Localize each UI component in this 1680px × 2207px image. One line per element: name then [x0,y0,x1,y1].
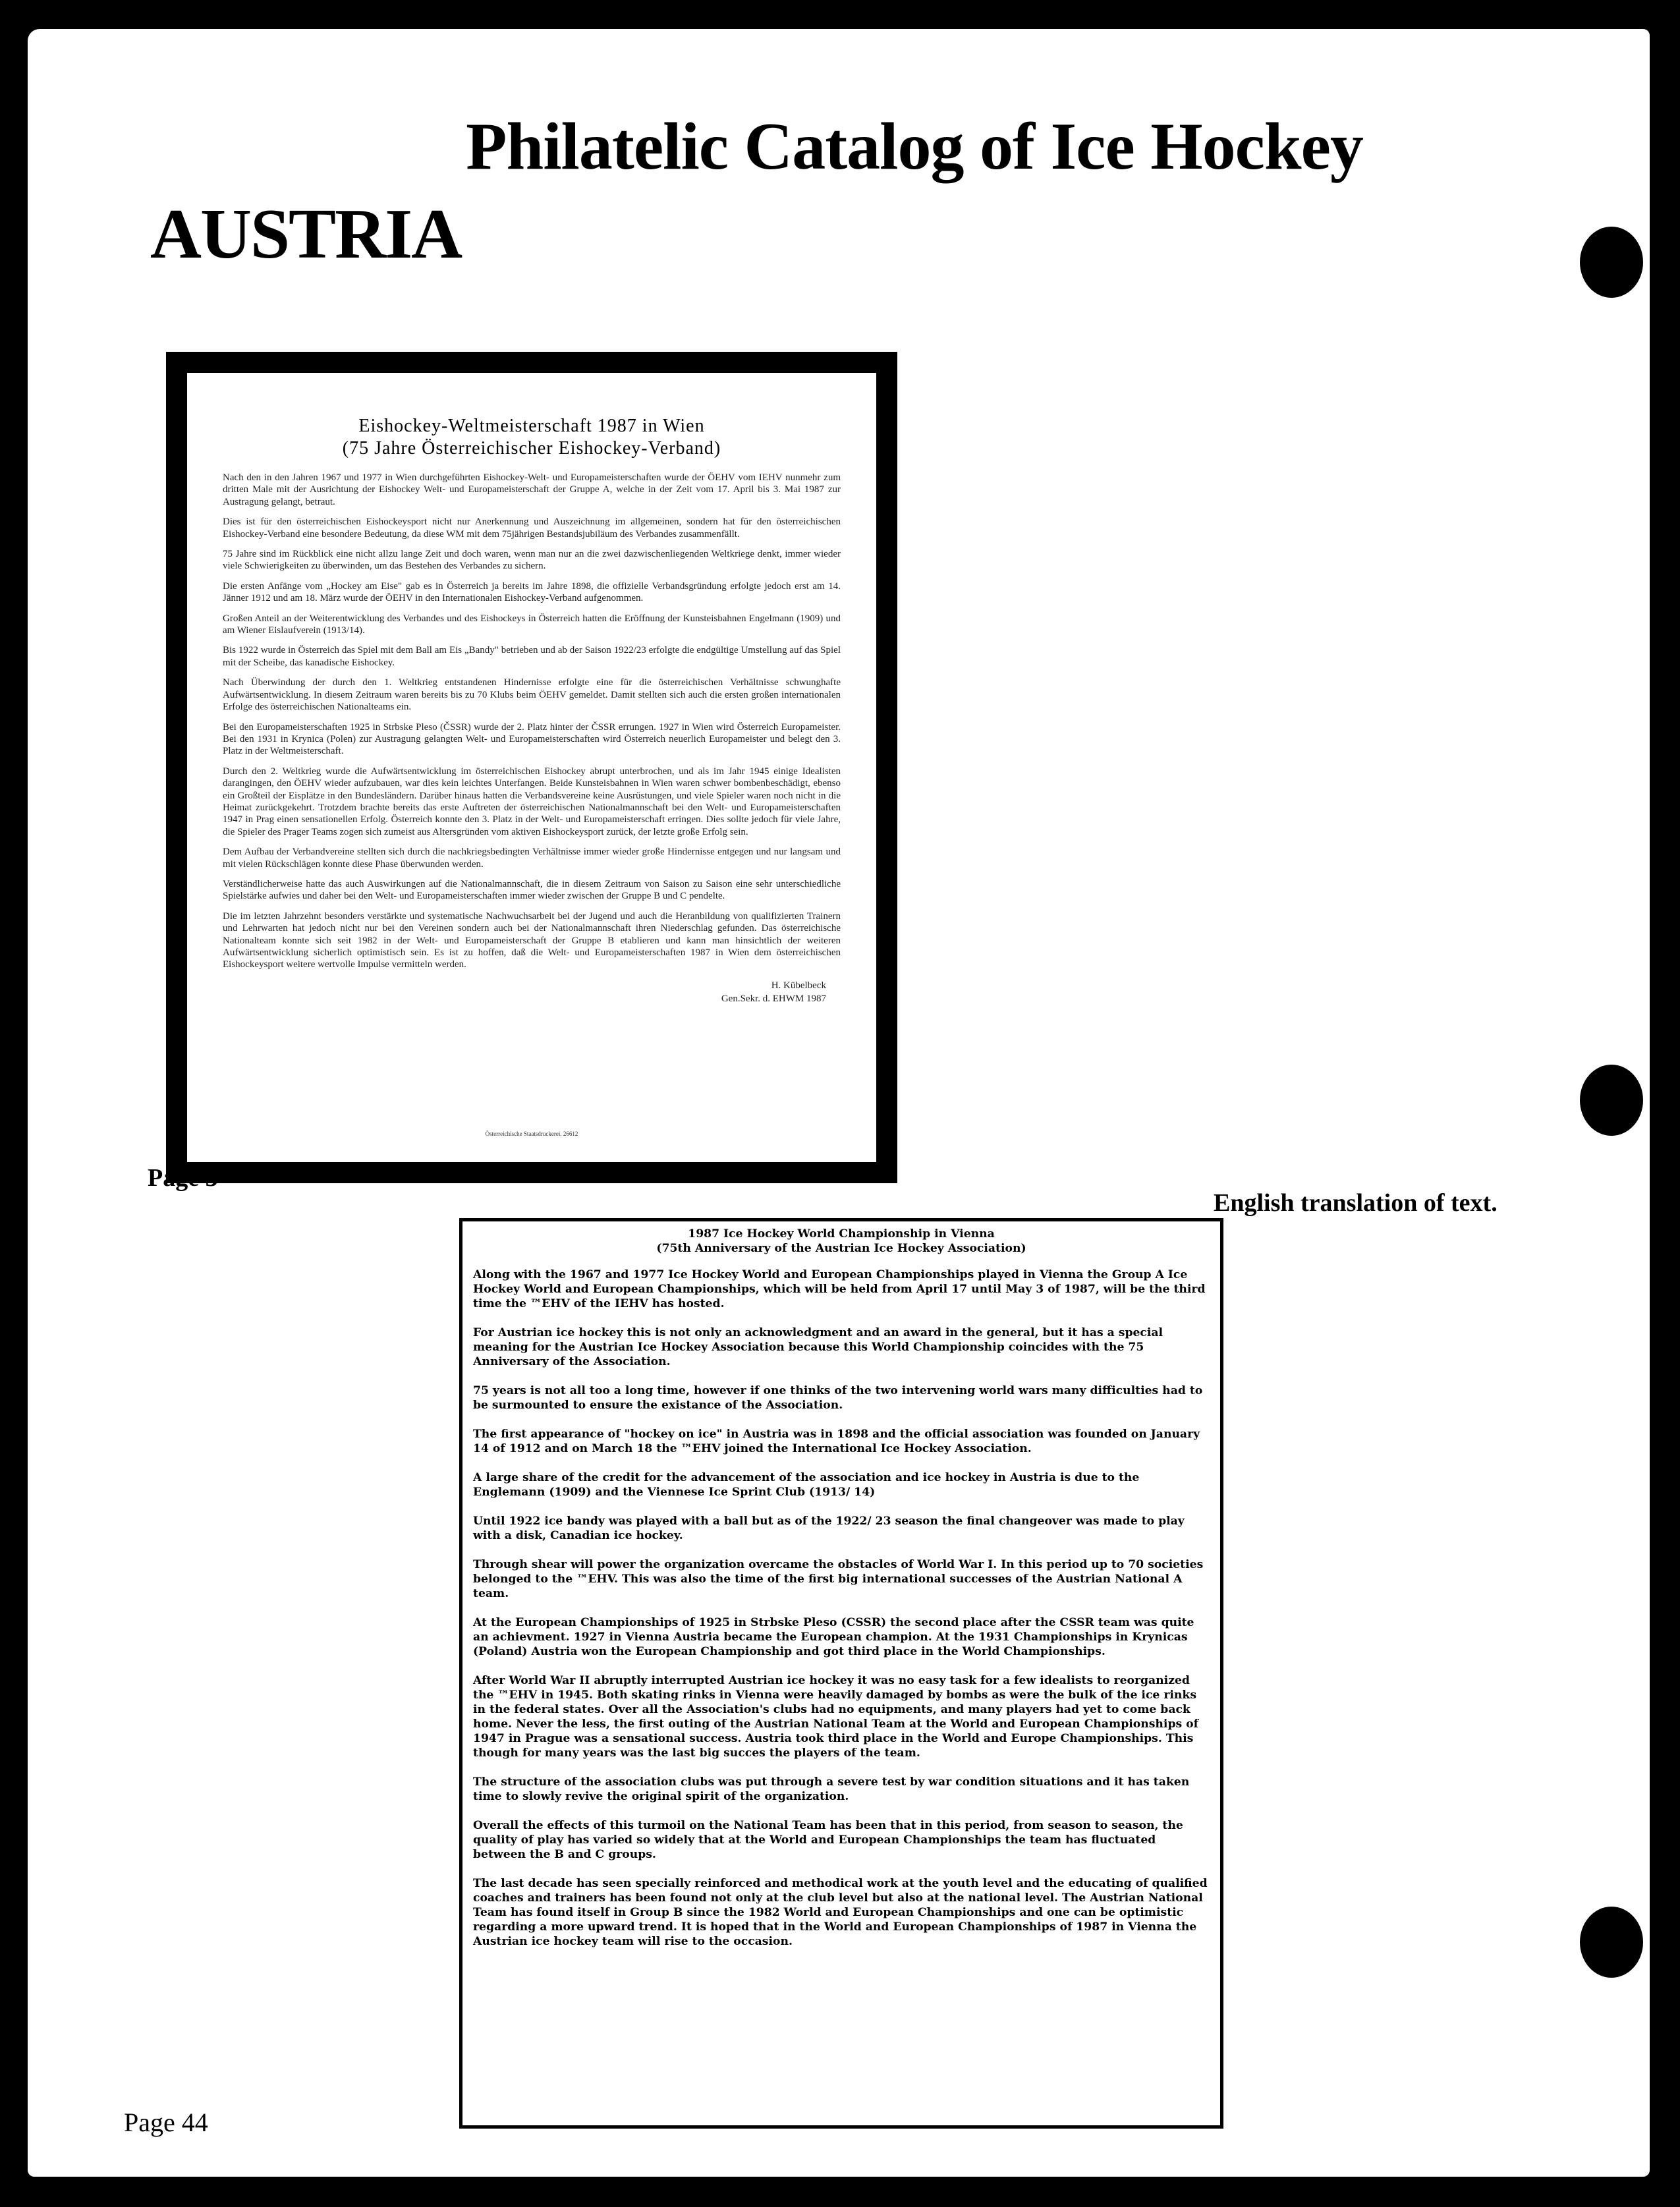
german-paragraph: Die im letzten Jahrzehnt besonders verstärkte und systematische Nachwuchsarbeit bei der Jugend und auch die Heranbildung von qualifizierten Trainern und Lehrwarten hat jedoch nicht nur bei den Vereinen sondern auch bei der Nationalmannschaft ihren Niederschlag gefunden. Das österreichische Nationalteam konnte sich seit 1982 in der Welt- und Europameisterschaft der Gruppe B etablieren und kann man hinsichtlich der weiteren Aufwärtsentwicklung sicherlich optimistisch sein. Es ist zu hoffen, daß die Welt- und Europameisterschaften 1987 in Wien dem österreichischen Eishockeysport weitere wertvolle Impulse vermitteln werden. [223,910,841,970]
german-paragraph: Bei den Europameisterschaften 1925 in Strbske Pleso (ČSSR) wurde der 2. Platz hinter der ČSSR errungen. 1927 in Wien wird Österreich Europameister. Bei den 1931 in Krynica (Polen) zur Austragung gelangten Welt- und Europameisterschaften wird Österreich neuerlich Europameister und belegt den 3. Platz in der Weltmeisterschaft. [223,721,841,757]
english-paragraph: At the European Championships of 1925 in Strbske Pleso (CSSR) the second place after the CSSR team was quite an achievment. 1927 in Vienna Austria became the European champion. At the 1931 Championships in Krynicas (Poland) Austria won the European Championship and got third place in the World Championships. [473,1616,1194,1658]
catalog-title: Philatelic Catalog of Ice Hockey [466,109,1363,184]
english-translation-box [459,1218,1223,2129]
english-title-line1: 1987 Ice Hockey World Championship in Vienna [688,1227,995,1241]
printer-imprint: Österreichische Staatsdruckerei. 26612 [485,1131,578,1137]
punch-hole-bottom [1580,1907,1643,1978]
german-paragraph: Durch den 2. Weltkrieg wurde die Aufwärtsentwicklung im österreichischen Eishockey abrupt unterbrochen, und als im Jahr 1945 einige Idealisten darangingen, den ÖEHV wieder aufzubauen, war dies kein leichtes Unterfangen. Beide Kunsteisbahnen in Wien waren schwer bombenbeschädigt, ebenso ein Großteil der Eisplätze in den Bundesländern. Darüber hinaus hatten die Verbandsvereine keine Ausrüstungen, und viele Spieler waren noch nicht in die Heimat zurückgekehrt. Trotzdem brachte bereits das erste Auftreten der österreichischen Nationalmannschaft bei den Welt- und Europameisterschaften 1947 in Prag einen sensationellen Erfolg. Österreich konnte den 3. Platz in der Welt- und Europameisterschaft erringen. Dies sollte jedoch für viele Jahre, die Spieler des Prager Teams zogen sich zumeist aus Altersgründen vom aktiven Eishockeysport zurück, der letzte große Erfolg sein. [223,766,841,837]
german-body [223,472,841,971]
catalog-page [28,29,1650,2177]
punch-hole-top [1580,227,1643,298]
english-title-line2: (75th Anniversary of the Austrian Ice Hockey Association) [656,1242,1026,1255]
german-paragraph: Verständlicherweise hatte das auch Auswirkungen auf die Nationalmannschaft, die in diesem Zeitraum von Saison zu Saison eine sehr unterschiedliche Spielstärke aufwies und daher bei den Welt- und Europameisterschaften immer wieder zwischen der Gruppe B und C pendelte. [223,878,841,902]
english-paragraph: Until 1922 ice bandy was played with a ball but as of the 1922/ 23 season the final changeover was made to play with a disk, Canadian ice hockey. [473,1515,1185,1542]
english-paragraph: Overall the effects of this turmoil on the National Team has been that in this period, from season to season, the quality of play has varied so widely that at the World and European Championships the team has fluctuated between the B and C groups. [473,1819,1183,1861]
signature-role: Gen.Sekr. d. EHWM 1987 [721,993,826,1004]
translation-label: English translation of text. [1214,1189,1498,1217]
page3-label: Page 3 [148,1164,218,1192]
page44-label: Page 44 [124,2108,208,2137]
english-paragraph: 75 years is not all too a long time, however if one thinks of the two intervening world wars many difficulties had to be surmounted to ensure the existance of the Association. [473,1384,1203,1412]
german-paragraph: Nach den in den Jahren 1967 und 1977 in Wien durchgeführten Eishockey-Welt- und Europameisterschaften wurde der ÖEHV vom IEHV nunmehr zum dritten Male mit der Ausrichtung der Eishockey Welt- und Europameisterschaft der Gruppe A, welche in der Zeit vom 17. April bis 3. Mai 1987 zur Austragung gelangt, betraut. [223,472,841,507]
english-paragraph: The first appearance of "hockey on ice" in Austria was in 1898 and the official association was founded on January 14 of 1912 and on March 18 the ™EHV joined the International Ice Hockey Association. [473,1428,1200,1455]
english-paragraph: Along with the 1967 and 1977 Ice Hockey World and European Championships played in Vienna the Group A Ice Hockey World and European Championships, which will be held from April 17 until May 3 of 1987, will be the third time the ™EHV of the IEHV has hosted. [473,1268,1206,1310]
german-paragraph: 75 Jahre sind im Rückblick eine nicht allzu lange Zeit und doch waren, wenn man nur an die zwei dazwischenliegenden Weltkriege denkt, immer wieder viele Schwierigkeiten zu überwinden, um das Bestehen des Verbandes zu sichern. [223,549,841,572]
german-title-line2: (75 Jahre Österreichischer Eishockey-Verband) [342,438,721,459]
german-paragraph: Dies ist für den österreichischen Eishockeysport nicht nur Anerkennung und Auszeichnung im allgemeinen, sondern hat für den österreichischen Eishockey-Verband eine besondere Bedeutung, da diese WM mit dem 75jährigen Bestandsjubiläum des Verbandes zusammenfällt. [223,517,841,540]
english-paragraph: A large share of the credit for the advancement of the association and ice hockey in Austria is due to the Englemann (1909) and the Viennese Ice Sprint Club (1913/ 14) [473,1471,1140,1499]
german-text-sheet [166,352,897,1183]
german-paragraph: Dem Aufbau der Verbandvereine stellten sich durch die nachkriegsbedingten Verhältnisse immer wieder große Hindernisse entgegen und nur langsam und mit vielen Rückschlägen konnte diese Phase überwunden werden. [223,847,841,870]
english-paragraph: Through shear will power the organization overcame the obstacles of World War I. In this period up to 70 societies belonged to the ™EHV. This was also the time of the first big international successes of the Austrian National A team. [473,1558,1204,1600]
english-paragraph: The last decade has seen specially reinforced and methodical work at the youth level and the educating of qualified coaches and trainers has been found not only at the club level but also at the national level. The Austrian National Team has found itself in Group B since the 1982 World and European Championships and one can be optimistic regarding a more upward trend. It is hoped that in the World and European Championships of 1987 in Vienna the Austrian ice hockey team will rise to the occasion. [473,1877,1208,1948]
german-paragraph: Nach Überwindung der durch den 1. Weltkrieg entstandenen Hindernisse erfolgte eine für die österreichischen Verhältnisse schwunghafte Aufwärtsentwicklung. In diesem Zeitraum waren bereits bis zu 70 Klubs beim ÖEHV gemeldet. Damit stellten sich auch die ersten großen internationalen Erfolge des österreichischen Nationalteams ein. [223,677,841,713]
english-title [473,1227,1210,1256]
english-paragraph: After World War II abruptly interrupted Austrian ice hockey it was no easy task for a few idealists to reorganized the ™EHV in 1945. Both skating rinks in Vienna were heavily damaged by bombs as were the bulk of the ice rinks in the federal states. Over all the Association's clubs had no equipments, and many players had yet to come back home. Never the less, the first outing of the Austrian National Team at the World and European Championships of 1947 in Prague was a sensational success. Austria took third place in the World and Europe Championships. This though for many years was the last big succes the players of the team. [473,1674,1198,1760]
signature-name: H. Kübelbeck [771,980,826,991]
german-paragraph: Bis 1922 wurde in Österreich das Spiel mit dem Ball am Eis „Bandy" betrieben und ab der Saison 1922/23 erfolgte die endgültige Umstellung auf das Spiel mit der Scheibe, das kanadische Eishockey. [223,645,841,668]
german-title-line1: Eishockey-Weltmeisterschaft 1987 in Wien [358,416,705,436]
german-title [223,415,841,460]
german-paragraph: Die ersten Anfänge vom „Hockey am Eise" gab es in Österreich ja bereits im Jahre 1898, die offizielle Verbandsgründung erfolgte jedoch erst am 14. Jänner 1912 und am 18. März wurde der ÖEHV in den Internationalen Eishockey-Verband aufgenommen. [223,580,841,604]
german-sheet-content [187,373,876,1162]
german-paragraph: Großen Anteil an der Weiterentwicklung des Verbandes und des Eishockeys in Österreich hatten die Eröffnung der Kunsteisbahnen Engelmann (1909) und am Wiener Eislaufverein (1913/14). [223,613,841,636]
german-signature [223,979,841,1005]
country-heading: AUSTRIA [150,195,462,273]
english-paragraph: For Austrian ice hockey this is not only an acknowledgment and an award in the general, but it has a special meaning for the Austrian Ice Hockey Association because this World Championship coincides with the 75 Anniversary of the Association. [473,1326,1163,1368]
english-paragraph: The structure of the association clubs was put through a severe test by war condition situations and it has taken time to slowly revive the original spirit of the organization. [473,1775,1190,1803]
punch-hole-middle [1580,1065,1643,1136]
